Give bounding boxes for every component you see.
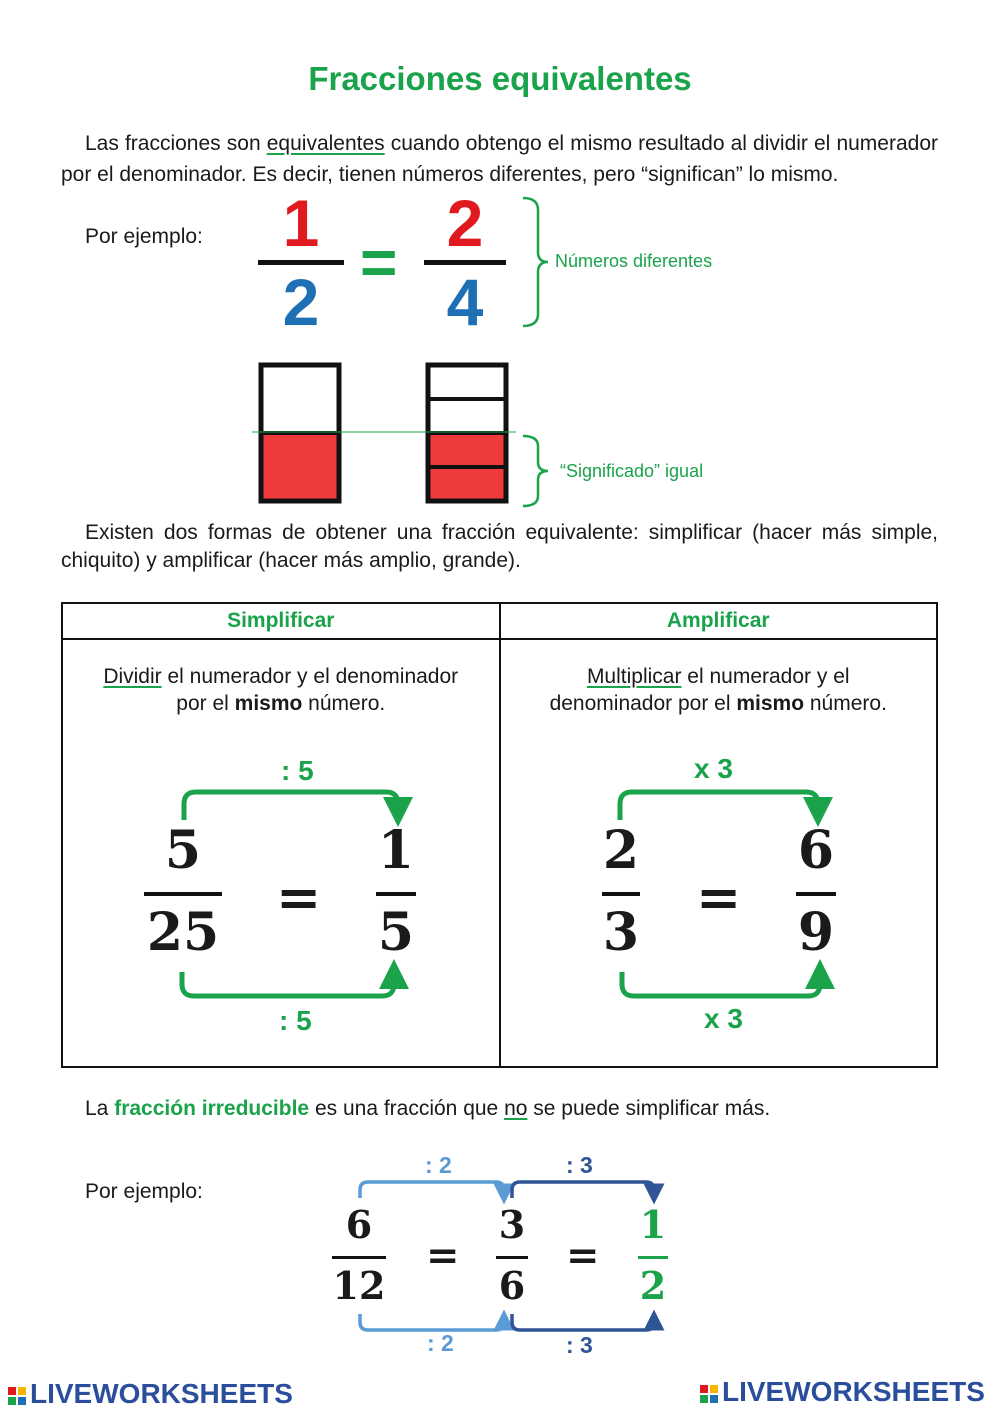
- example3-op2-bottom-arrow: [512, 1314, 654, 1330]
- fraction-bar: [496, 1256, 528, 1259]
- footer-logo-left: [8, 1378, 293, 1410]
- example1-equals: =: [360, 226, 398, 298]
- example3-f2: [496, 1202, 528, 1309]
- example3-op1-top: : 2: [425, 1152, 452, 1178]
- simplificar-desc-line2b: número.: [302, 692, 386, 715]
- example3-f3-denominator: 2: [639, 1263, 667, 1308]
- forms-paragraph: Existen dos formas de obtener una fracción equivalente: simplificar (hacer más simple, chiquito) y amplificar (hacer más amplio, grande).: [61, 521, 938, 572]
- simplificar-right-denominator: 5: [377, 902, 415, 963]
- page-title: Fracciones equivalentes: [308, 60, 692, 97]
- fraction-bar: [332, 1256, 386, 1259]
- amplificar-op-bottom: x 3: [704, 1003, 743, 1034]
- amplificar-right-numerator: 6: [797, 820, 835, 881]
- example3-f1-denominator: 12: [332, 1263, 386, 1308]
- simplificar-op-bottom: : 5: [279, 1005, 312, 1036]
- amplificar-desc-line2a: denominador por el: [549, 692, 737, 715]
- footer-logo-right: [700, 1376, 985, 1408]
- example3-f3: [638, 1202, 668, 1309]
- irreducible-term: fracción irreducible: [114, 1097, 310, 1120]
- footer-brand-right: LIVEWORKSHEETS: [722, 1376, 985, 1407]
- example3-f3-numerator: 1: [639, 1202, 667, 1247]
- example3-eq2: =: [566, 1232, 600, 1279]
- example3-eq1: =: [426, 1232, 460, 1279]
- fraction-bar: [638, 1256, 668, 1259]
- amplificar-equals: =: [696, 865, 742, 929]
- example1-left-numerator: 1: [282, 186, 320, 260]
- example3-op2-top: : 3: [566, 1152, 593, 1178]
- amplificar-left-denominator: 3: [602, 902, 640, 963]
- amplificar-desc-line1: el numerador y el: [681, 665, 850, 688]
- simplificar-header: Simplificar: [62, 603, 500, 639]
- fraction-bar: [144, 892, 222, 896]
- liveworksheets-logo-icon: [700, 1385, 718, 1403]
- meaning-same-label: “Significado” igual: [560, 461, 704, 481]
- amplificar-op-top: x 3: [694, 753, 733, 784]
- example3-f2-numerator: 3: [498, 1202, 526, 1247]
- amplificar-right-denominator: 9: [797, 902, 835, 963]
- amplificar-left-numerator: 2: [602, 820, 640, 881]
- amplificar-desc-line2b: número.: [804, 692, 887, 715]
- example3-op2-top-arrow: [512, 1182, 654, 1198]
- liveworksheets-logo-icon: [8, 1387, 26, 1405]
- example-label: Por ejemplo:: [85, 225, 203, 248]
- amplificar-top-arrow: [620, 792, 818, 820]
- irreducible-paragraph: [85, 1097, 770, 1121]
- simplificar-bold: mismo: [234, 692, 303, 715]
- example3-op1-bottom: : 2: [427, 1330, 454, 1356]
- simplificar-op-top: : 5: [281, 755, 314, 786]
- amplificar-left-fraction: [602, 820, 640, 964]
- example1-right-numerator: 2: [446, 186, 484, 260]
- amplificar-right-fraction: [796, 820, 836, 964]
- amplificar-bold: mismo: [736, 692, 805, 715]
- simplificar-bottom-arrow: [182, 972, 394, 996]
- intro-keyword: equivalentes: [266, 132, 385, 155]
- simplificar-desc-line2a: por el: [176, 692, 235, 715]
- fraction-bar: [376, 892, 416, 896]
- fraction-bar: [796, 892, 836, 896]
- simplificar-left-fraction: [144, 820, 222, 964]
- example3-f1-numerator: 6: [345, 1202, 373, 1247]
- amplificar-bottom-arrow: [622, 972, 820, 996]
- example3-f1: [332, 1202, 386, 1309]
- simplificar-verb: Dividir: [103, 665, 162, 688]
- example3-op1-top-arrow: [360, 1182, 504, 1198]
- example3-op2-bottom: : 3: [566, 1332, 593, 1358]
- simplificar-left-denominator: 25: [146, 902, 220, 963]
- intro-after: cuando obtengo el mismo resultado al dividir el numerador por el denominador. Es decir, tienen números diferentes, pero “significan” lo mismo.: [61, 132, 938, 186]
- irreducible-after: se puede simplificar más.: [527, 1097, 771, 1120]
- simplificar-equals: =: [276, 865, 322, 929]
- example3-label: Por ejemplo:: [85, 1180, 203, 1203]
- simplificar-right-numerator: 1: [377, 820, 415, 881]
- example1-right-denominator: 4: [446, 265, 484, 339]
- simplificar-left-numerator: 5: [164, 820, 202, 881]
- intro-before: Las fracciones son: [85, 132, 267, 155]
- simplificar-top-arrow: [184, 792, 398, 820]
- fraction-bar: [602, 892, 640, 896]
- numbers-different-label: Números diferentes: [555, 251, 713, 271]
- irreducible-neg: no: [504, 1097, 528, 1120]
- amplificar-verb: Multiplicar: [586, 665, 682, 688]
- irreducible-middle: es una fracción que: [309, 1097, 505, 1120]
- footer-brand-left: LIVEWORKSHEETS: [30, 1378, 293, 1409]
- example1-left-denominator: 2: [282, 265, 320, 339]
- irreducible-before: La: [85, 1097, 115, 1120]
- example3-op1-bottom-arrow: [360, 1314, 504, 1330]
- example3-f2-denominator: 6: [498, 1263, 526, 1308]
- simplificar-right-fraction: [376, 820, 416, 964]
- amplificar-header: Amplificar: [500, 603, 938, 639]
- simplificar-desc-line1: el numerador y el denominador: [161, 665, 459, 688]
